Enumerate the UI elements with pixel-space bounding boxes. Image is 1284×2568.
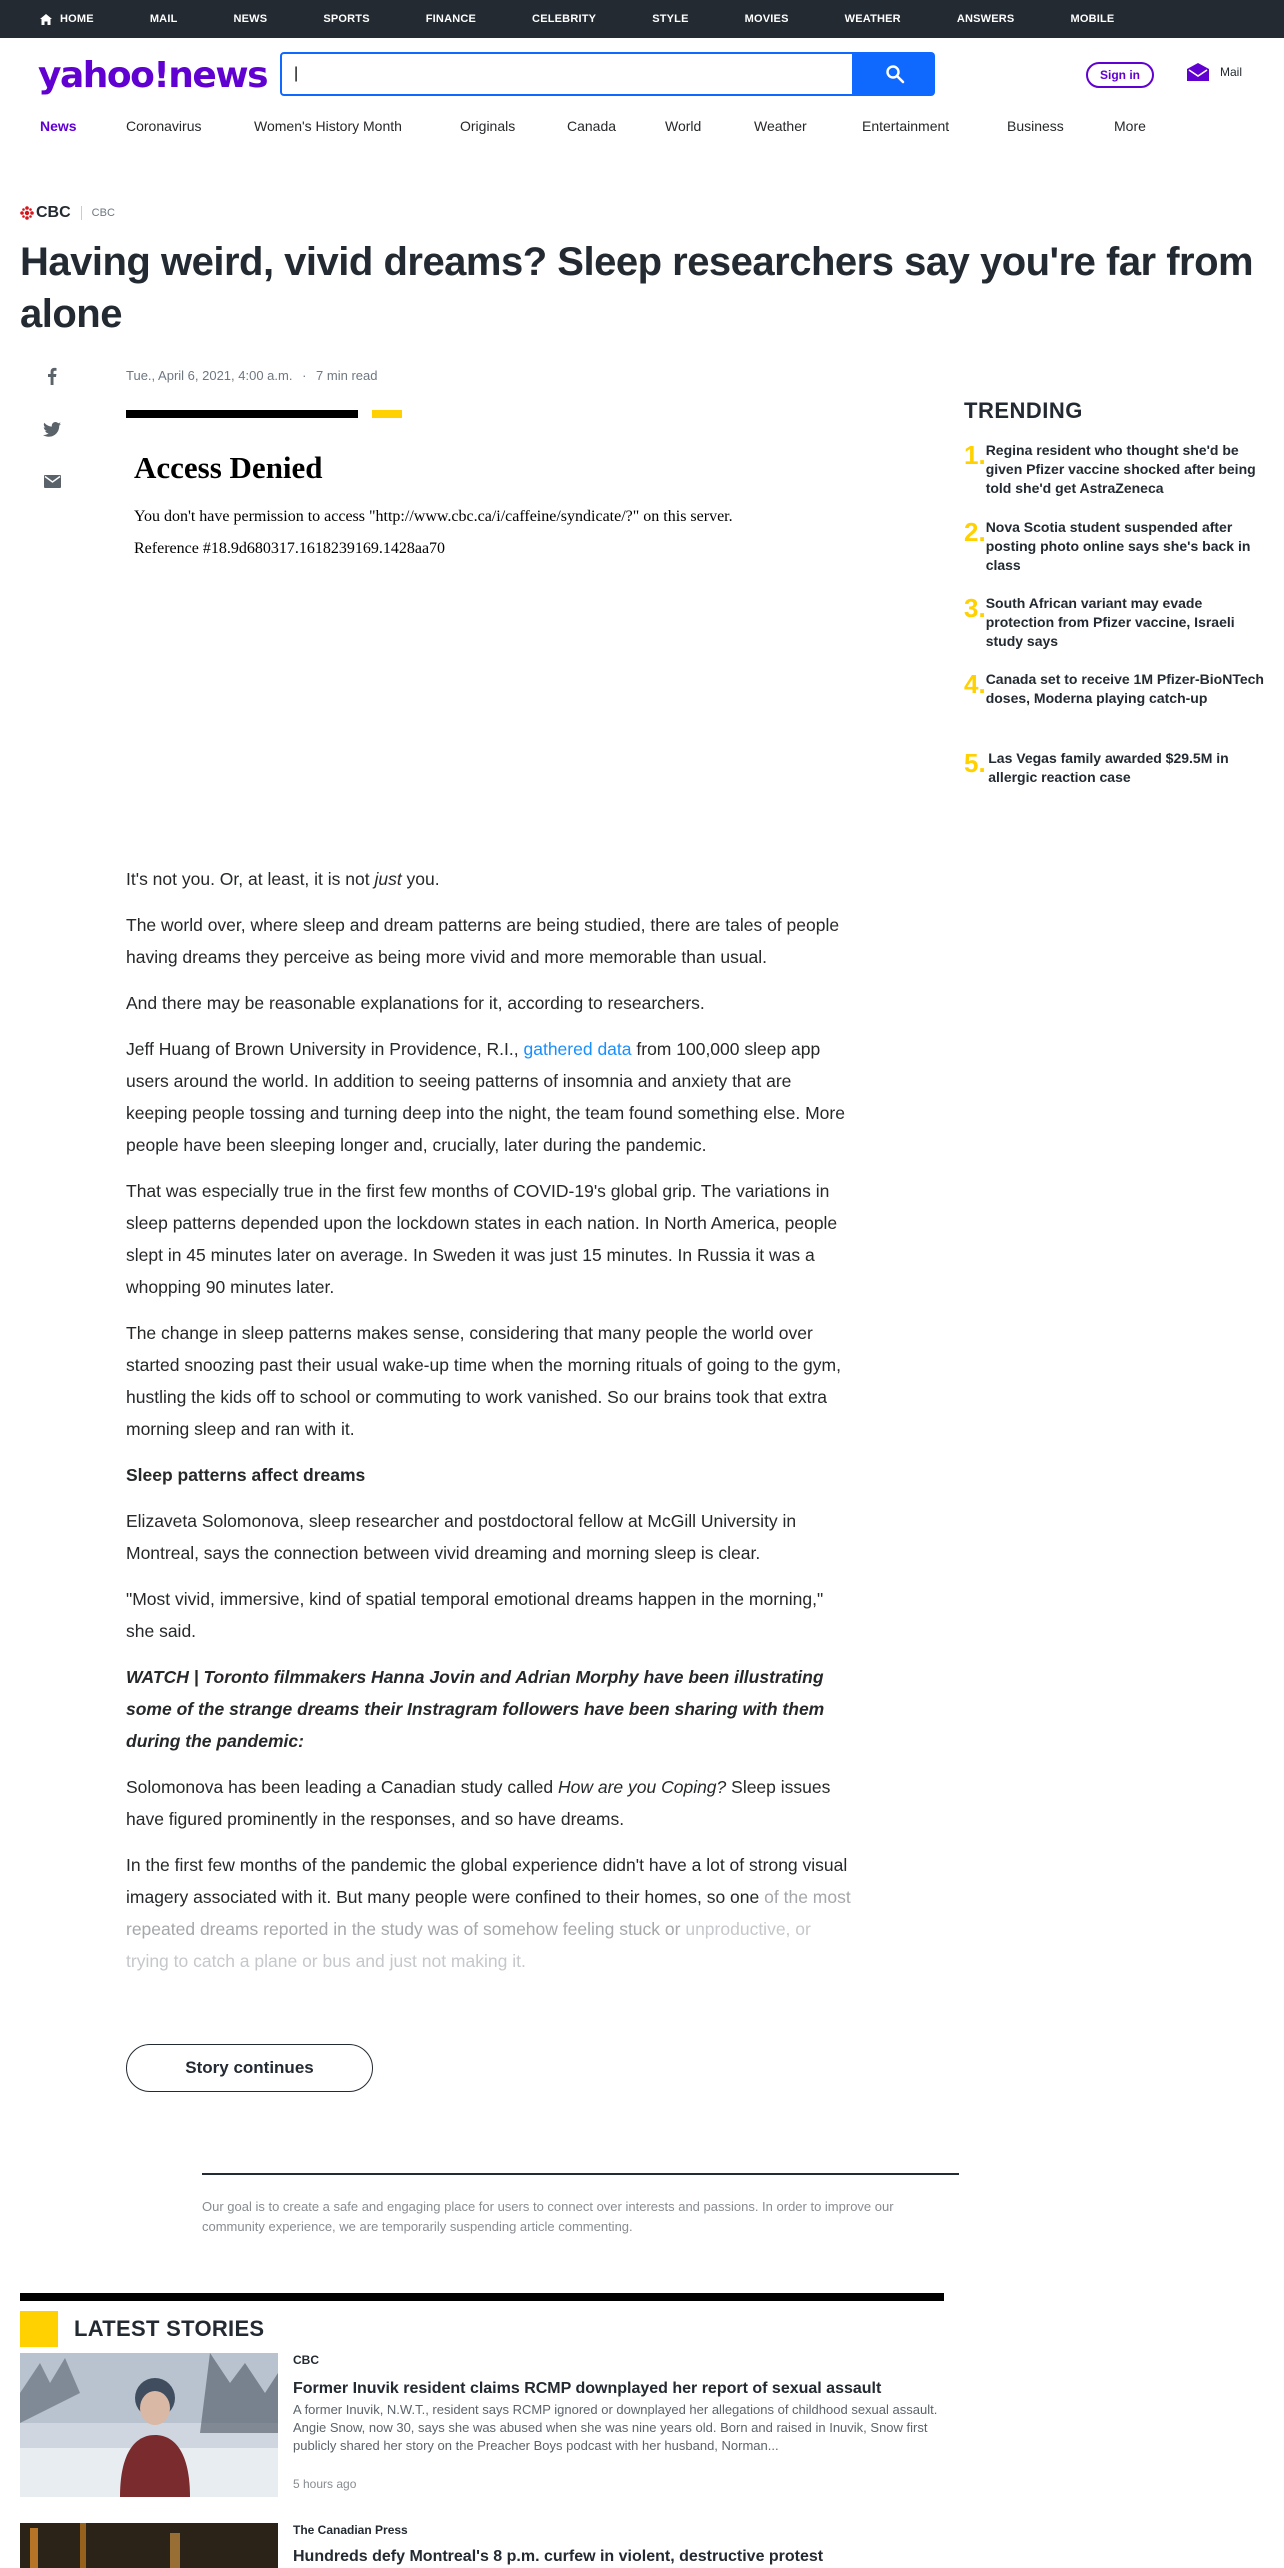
nav-weather[interactable]: Weather [754, 118, 807, 134]
access-denied-reference: Reference #18.9d680317.1618239169.1428aa70 [134, 540, 446, 557]
topbar-movies[interactable]: MOVIES [744, 13, 789, 25]
latest-stories-title: LATEST STORIES [74, 2316, 265, 2341]
mail-link[interactable]: Mail [1186, 62, 1242, 82]
topbar-style[interactable]: STYLE [652, 13, 689, 25]
story-source: CBC [293, 2353, 319, 2367]
topbar-answers[interactable]: ANSWERS [956, 13, 1015, 25]
cbc-logo[interactable]: CBC [20, 204, 71, 222]
story-summary: A former Inuvik, N.W.T., resident says RCMP ignored or downplayed her allegations of childhood sexual assault. Angie Snow, now 30, says she was abused when she was nine years old. Born and raised in Inuvik, Snow first publicly shared her story on the Preacher Boys podcast with her husband, Norman... [293, 2402, 938, 2453]
story-card[interactable] [20, 2353, 944, 2497]
paragraph: Elizaveta Solomonova, sleep researcher and postdoctoral fellow at McGill University in Montreal, says the connection between vivid dreaming and morning sleep is clear. [126, 1511, 797, 1563]
article-source [20, 204, 115, 222]
cbc-gem-icon [20, 206, 34, 220]
nav-business[interactable]: Business [1007, 118, 1064, 134]
topbar-sports[interactable]: SPORTS [323, 13, 370, 25]
share-facebook-button[interactable] [42, 366, 62, 386]
section-navigation [40, 118, 1146, 134]
story-time: 5 hours ago [293, 2477, 357, 2491]
topbar-finance[interactable]: FINANCE [425, 13, 477, 25]
topbar-weather[interactable]: WEATHER [844, 13, 901, 25]
faded-paragraph: In the first few months of the pandemic the global experience didn't have a lot of strong visual imagery associated with it. But many people were confined to their homes, so one of the most repeated dreams reported in the study was of somehow feeling stuck or unproductive, or trying to catch a plane or bus and just not making it. [126, 1855, 851, 1971]
paragraph: That was especially true in the first few months of COVID-19's global grip. The variations in sleep patterns depended upon the lockdown states in each nation. In North America, people slept in 45 minutes later on average. In Sweden it was just 15 minutes. In Russia it was a whopping 90 minutes later. [126, 1181, 838, 1297]
paragraph: It's not you. Or, at least, it is not just you. [126, 869, 440, 889]
subheading: Sleep patterns affect dreams [126, 1465, 366, 1485]
nav-womens-history-month[interactable]: Women's History Month [254, 118, 402, 134]
search-input[interactable] [282, 54, 852, 94]
paragraph: The change in sleep patterns makes sense, considering that many people the world over started snoozing past their usual wake-up time when the morning rituals of going to the gym, hustling the kids off to school or commuting to work vanished. So our brains took that extra morning sleep and ran with it. [126, 1323, 841, 1439]
search-icon [885, 64, 905, 84]
nav-more[interactable]: More [1114, 118, 1146, 134]
gathered-data-link[interactable]: gathered data [523, 1039, 632, 1059]
story-meta [293, 2523, 943, 2567]
comments-divider [202, 2173, 959, 2175]
story-title[interactable]: Former Inuvik resident claims RCMP downplayed her report of sexual assault [293, 2380, 882, 2397]
trending-item[interactable]: 4. Canada set to receive 1M Pfizer-BioNTech doses, Moderna playing catch-up [964, 669, 1264, 706]
email-icon [44, 475, 61, 488]
nav-canada[interactable]: Canada [567, 118, 617, 134]
top-navigation-bar [0, 0, 1284, 38]
byline-separator: · [302, 368, 307, 383]
reading-progress-track [126, 410, 358, 418]
paragraph: The world over, where sleep and dream patterns are being studied, there are tales of people having dreams they perceive as being more vivid and more memorable than usual. [126, 915, 840, 967]
video-caption: WATCH | Toronto filmmakers Hanna Jovin and Adrian Morphy have been illustrating some of the strange dreams their Instragram followers have been sharing with them during the pandemic: [126, 1667, 825, 1751]
topbar-mobile[interactable]: MOBILE [1070, 13, 1115, 25]
nav-entertainment[interactable]: Entertainment [862, 118, 950, 134]
publish-date: Tue., April 6, 2021, 4:00 a.m. [126, 368, 293, 383]
nav-originals[interactable]: Originals [460, 118, 516, 134]
paragraph: Solomonova has been leading a Canadian study called How are you Coping? Sleep issues have figured prominently in the responses, and so have dreams. [126, 1777, 831, 1829]
source-name: CBC [91, 207, 115, 219]
topbar-celebrity[interactable]: CELEBRITY [532, 13, 597, 25]
twitter-icon [43, 422, 61, 437]
article-body [126, 863, 856, 1991]
story-continues-button[interactable]: Story continues [126, 2044, 373, 2092]
nav-world[interactable]: World [665, 118, 702, 134]
search-button[interactable] [854, 52, 935, 96]
topbar-mail[interactable]: MAIL [149, 13, 178, 25]
trending-title: TRENDING [964, 398, 1083, 423]
nav-coronavirus[interactable]: Coronavirus [126, 118, 202, 134]
trending-item[interactable]: 1. Regina resident who thought she'd be given Pfizer vaccine shocked after being told she'd get AstraZeneca [964, 440, 1256, 496]
paragraph: And there may be reasonable explanations for it, according to researchers. [126, 993, 705, 1013]
trending-item[interactable]: 2. Nova Scotia student suspended after posting photo online says she's back in class [964, 517, 1251, 573]
story-card[interactable] [20, 2523, 944, 2568]
share-twitter-button[interactable] [42, 419, 62, 439]
reading-progress-marker [372, 410, 402, 418]
comments-suspended-note: Our goal is to create a safe and engaging place for users to connect over interests and passions. In order to improve our community experience, we are temporarily suspending article commenting. [202, 2199, 894, 2234]
article-byline [126, 368, 377, 383]
latest-stories-marker [20, 2311, 58, 2347]
source-divider [81, 206, 82, 220]
share-email-button[interactable] [42, 471, 62, 491]
story-title[interactable]: Hundreds defy Montreal's 8 p.m. curfew in violent, destructive protest [293, 2548, 824, 2565]
latest-stories-rule [20, 2293, 944, 2301]
story-meta [293, 2353, 943, 2491]
search-box[interactable] [280, 52, 854, 96]
story-source: The Canadian Press [293, 2523, 408, 2537]
access-denied-message: You don't have permission to access "http://www.cbc.ca/i/caffeine/syndicate/?" on this server. [134, 508, 733, 525]
story-thumbnail[interactable] [20, 2523, 278, 2568]
topbar-home[interactable]: HOME [40, 13, 94, 25]
topbar-news[interactable]: NEWS [233, 13, 268, 25]
sign-in-button[interactable]: Sign in [1086, 62, 1154, 88]
paragraph: "Most vivid, immersive, kind of spatial temporal emotional dreams happen in the morning," she said. [126, 1589, 824, 1641]
article-headline: Having weird, vivid dreams? Sleep researchers say you're far from alone [20, 240, 1254, 336]
mail-icon [1186, 62, 1210, 82]
facebook-icon [47, 367, 57, 385]
access-denied-title: Access Denied [134, 450, 323, 485]
trending-item[interactable]: 3. South African variant may evade protection from Pfizer vaccine, Israeli study says [964, 593, 1235, 649]
nav-news[interactable]: News [40, 118, 77, 134]
read-time: 7 min read [316, 368, 378, 383]
paragraph: Jeff Huang of Brown University in Providence, R.I., gathered data from 100,000 sleep app users around the world. In addition to seeing patterns of insomnia and anxiety that are keeping people tossing and turning deep into the night, the team found something else. More people have been sleeping longer and, crucially, later during the pandemic. [126, 1039, 845, 1155]
trending-item[interactable]: 5. Las Vegas family awarded $29.5M in allergic reaction case [964, 748, 1229, 785]
embedded-access-denied [134, 450, 733, 572]
story-thumbnail[interactable] [20, 2353, 278, 2497]
site-header [0, 38, 1284, 114]
home-icon [40, 14, 52, 25]
yahoo-news-logo[interactable]: yahoo!news [38, 55, 268, 96]
